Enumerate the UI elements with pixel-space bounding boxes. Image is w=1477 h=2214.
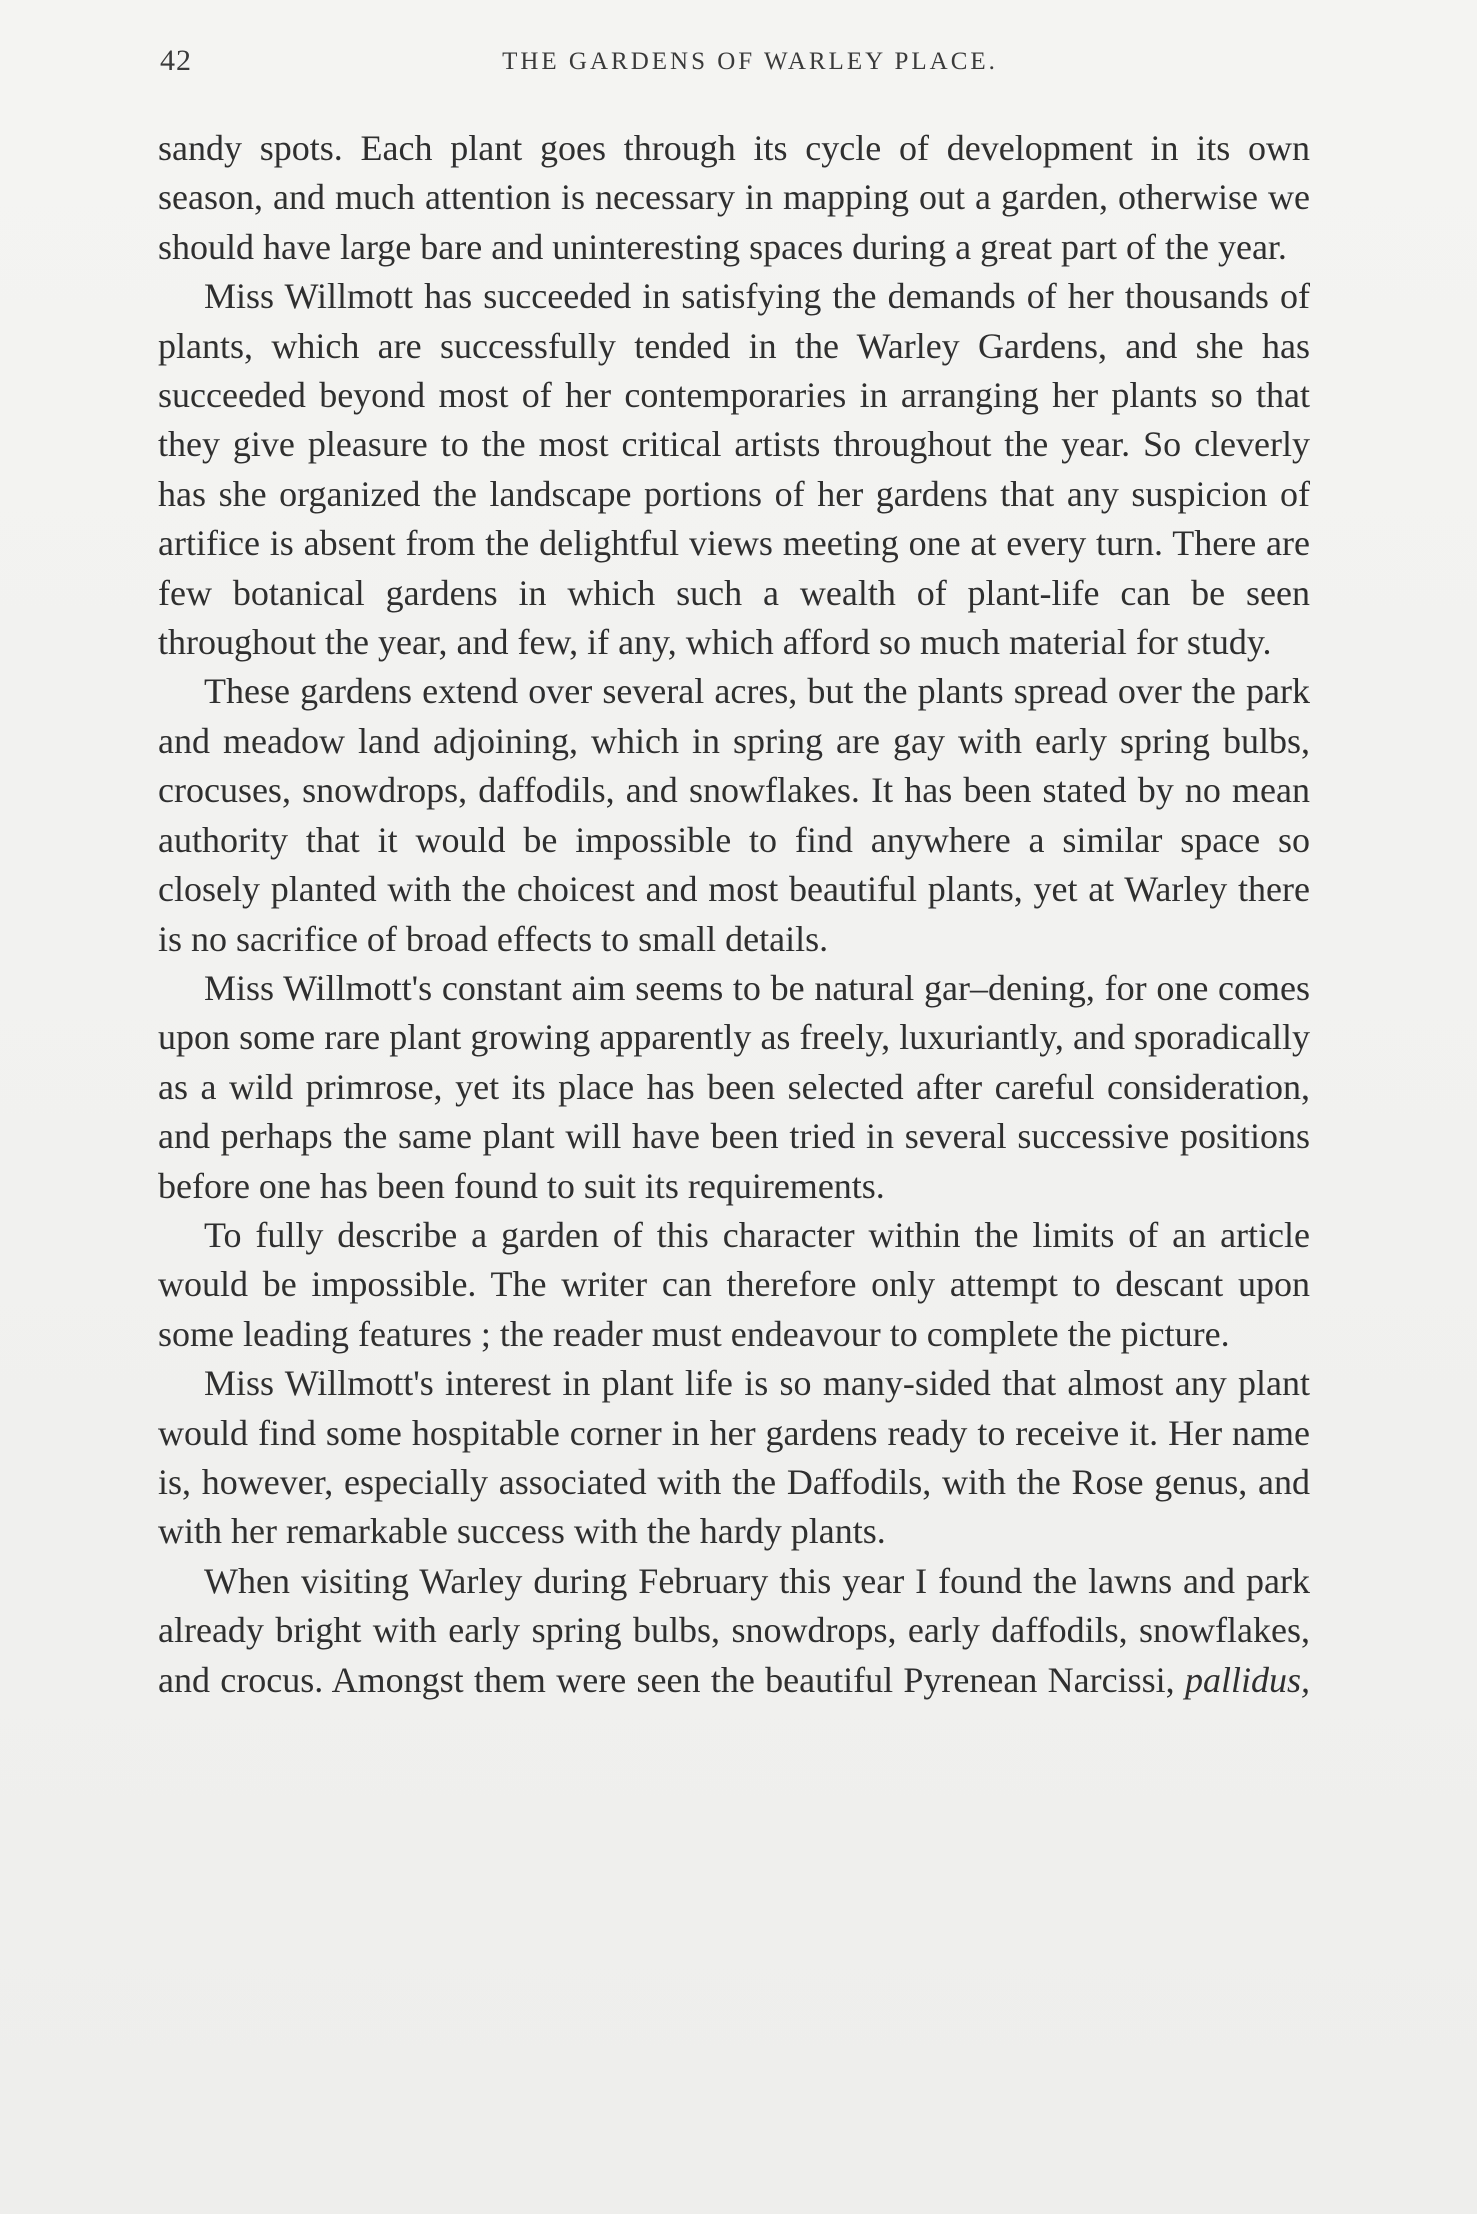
paragraph: sandy spots. Each plant goes through its cycle of development in its own season, and much attention is necessary in mapping out a garden, otherwise we should have large bare and uninteresting spaces during a great part of the year. bbox=[158, 128, 1310, 267]
paragraph: Miss Willmott's interest in plant life is so many-sided that almost any plant would find some hospitable corner in her gardens ready to receive it. Her name is, however, especially associated with the Daffodils, with the Rose genus, and with her remarkable success with the hardy plants. bbox=[158, 1363, 1310, 1552]
paragraph: Miss Willmott's constant aim seems to be natural gar–dening, for one comes upon some rare plant growing apparently as freely, luxuriantly, and sporadically as a wild primrose, yet its place has been selected after careful consideration, and perhaps the same plant will have been tried in several successive positions before one has been found to suit its requirements. bbox=[158, 967, 1310, 1206]
paragraph: To fully describe a garden of this character within the limits of an article would be impossible. The writer can therefore only attempt to descant upon some leading features ; the reader must endeavour to complete the picture. bbox=[158, 1214, 1310, 1354]
paragraph bbox=[158, 1557, 1310, 1705]
italic-species-name: pallidus, bbox=[1184, 1659, 1310, 1700]
page-number: 42 bbox=[160, 44, 192, 77]
paragraph-text: When visiting Warley during February this year I found the lawns and park already bright with early spring bulbs, snowdrops, early daffodils, snowflakes, and crocus. Amongst them were seen the beautiful Pyrenean Narcissi, bbox=[158, 1560, 1310, 1700]
page-header bbox=[160, 44, 1310, 84]
running-title: THE GARDENS OF WARLEY PLACE. bbox=[502, 48, 998, 75]
body-text bbox=[158, 124, 1310, 1705]
paragraph: Miss Willmott has succeeded in satisfying the demands of her thousands of plants, which are successfully tended in the Warley Gardens, and she has succeeded beyond most of her contemporaries in arranging her plants so that they give pleasure to the most critical artists throughout the year. So cleverly has she organized the landscape portions of her gardens that any suspicion of artifice is absent from the delightful views meeting one at every turn. There are few botanical gardens in which such a wealth of plant-life can be seen throughout the year, and few, if any, which afford so much material for study. bbox=[158, 276, 1310, 663]
paragraph: These gardens extend over several acres, but the plants spread over the park and meadow land adjoining, which in spring are gay with early spring bulbs, crocuses, snowdrops, daffodils, and snowflakes. It has been stated by no mean authority that it would be impossible to find anywhere a similar space so closely planted with the choicest and most beautiful plants, yet at Warley there is no sacrifice of broad effects to small details. bbox=[158, 671, 1310, 959]
